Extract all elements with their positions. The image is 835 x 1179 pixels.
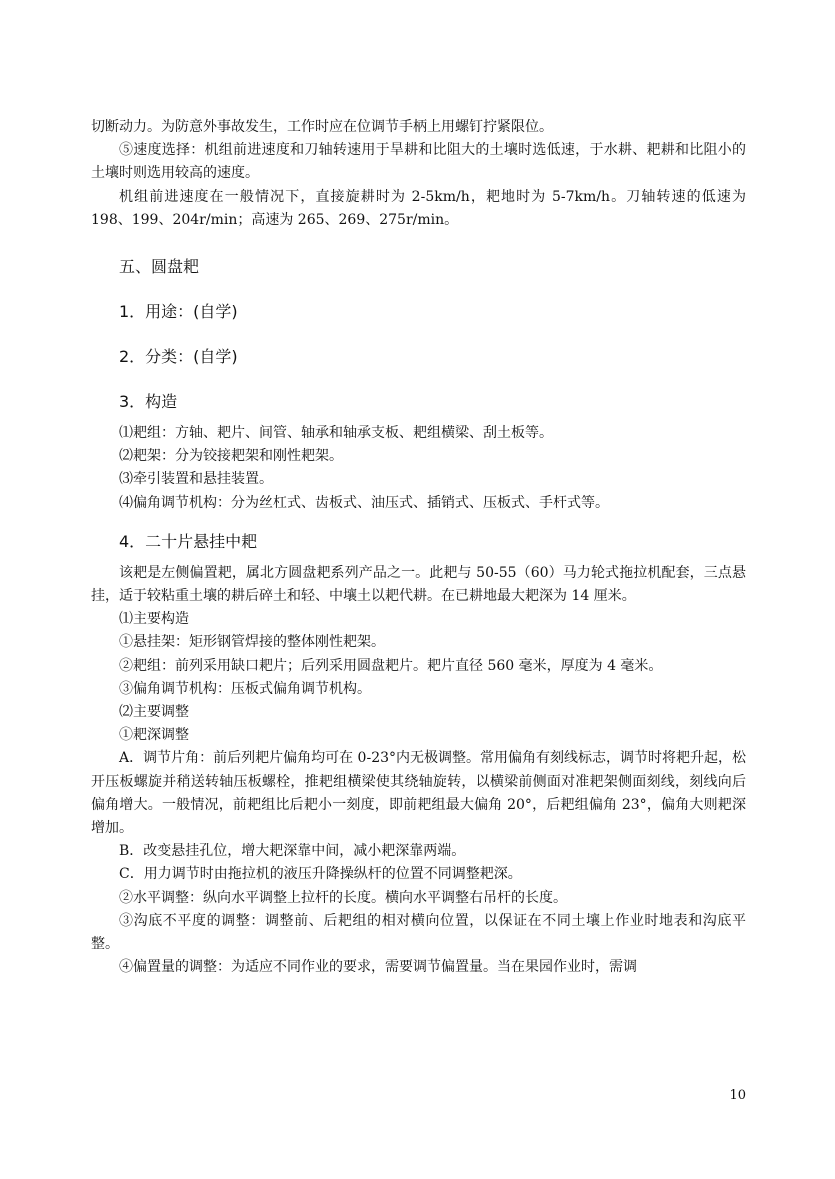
subsection-heading: 2．分类：(自学) [119,347,238,367]
list-item: ⑷偏角调节机构：分为丝杠式、齿板式、油压式、插销式、压板式、手杆式等。 [119,494,609,511]
paragraph: A．调节片角：前后列耙片偏角均可在 0-23°内无极调整。常用偏角有刻线标志，调节时将耙升起，松开压板螺旋并稍送转轴压板螺栓，推耙组横梁使其绕轴旋转，以横梁前侧面对准耙架侧面刻线，刻线向后偏角增大。一般情况，前耙组比后耙小一刻度，即前耙组最大偏角 20°，后耙组偏角 23°，偏角大则耙深增加。 [91,750,747,837]
paragraph: ③偏角调节机构：压板式偏角调节机构。 [119,680,371,697]
paragraph: ②耙组：前列采用缺口耙片；后列采用圆盘耙片。耙片直径 560 毫米，厚度为 4 毫米。 [119,657,663,674]
paragraph: ⑴主要构造 [119,611,189,628]
list-item: ⑶牵引装置和悬挂装置。 [119,471,273,488]
paragraph: ④偏置量的调整：为适应不同作业的要求，需要调节偏置量。当在果园作业时，需调 [119,959,637,976]
paragraph: ⑤速度选择：机组前进速度和刀轴转速用于旱耕和比阻大的土壤时选低速，于水耕、耙耕和比阻小的土壤时则选用较高的速度。 [91,142,746,182]
page-number: 10 [729,1088,746,1103]
subsection-heading: 1．用途：(自学) [119,302,238,322]
paragraph: ①耙深调整 [119,727,189,744]
subsection-heading: 3．构造 [119,392,178,412]
section-heading: 五、圆盘耙 [119,257,200,277]
paragraph: B．改变悬挂孔位，增大耙深靠中间，减小耙深靠两端。 [119,843,466,860]
paragraph: 机组前进速度在一般情况下，直接旋耕时为 2-5km/h，耙地时为 5-7km/h。刀轴转速的低速为 198、199、204r/min；高速为 265、269、275r/min。 [91,188,746,228]
paragraph: 切断动力。为防意外事故发生，工作时应在位调节手柄上用螺钉拧紧限位。 [91,119,553,135]
document-page [91,116,746,979]
list-item: ⑴耙组：方轴、耙片、间管、轴承和轴承支板、耙组横梁、刮土板等。 [119,425,553,442]
paragraph: 该耙是左侧偏置耙，属北方圆盘耙系列产品之一。此耙与 50-55（60）马力轮式拖拉机配套，三点悬挂，适于较粘重土壤的耕后碎土和轻、中壤土以耙代耕。在已耕地最大耙深为 14 厘米。 [91,564,746,605]
paragraph: ②水平调整：纵向水平调整上拉杆的长度。横向水平调整右吊杆的长度。 [119,889,567,906]
paragraph: C．用力调节时由拖拉机的液压升降操纵杆的位置不同调整耙深。 [119,866,522,883]
subsection-heading: 4．二十片悬挂中耙 [119,531,258,551]
paragraph: ③沟底不平度的调整：调整前、后耙组的相对横向位置，以保证在不同土壤上作业时地表和沟底平整。 [91,912,746,953]
paragraph: ⑵主要调整 [119,704,189,721]
paragraph: ①悬挂架：矩形钢管焊接的整体刚性耙架。 [119,634,385,651]
list-item: ⑵耙架：分为铰接耙架和刚性耙架。 [119,448,343,465]
